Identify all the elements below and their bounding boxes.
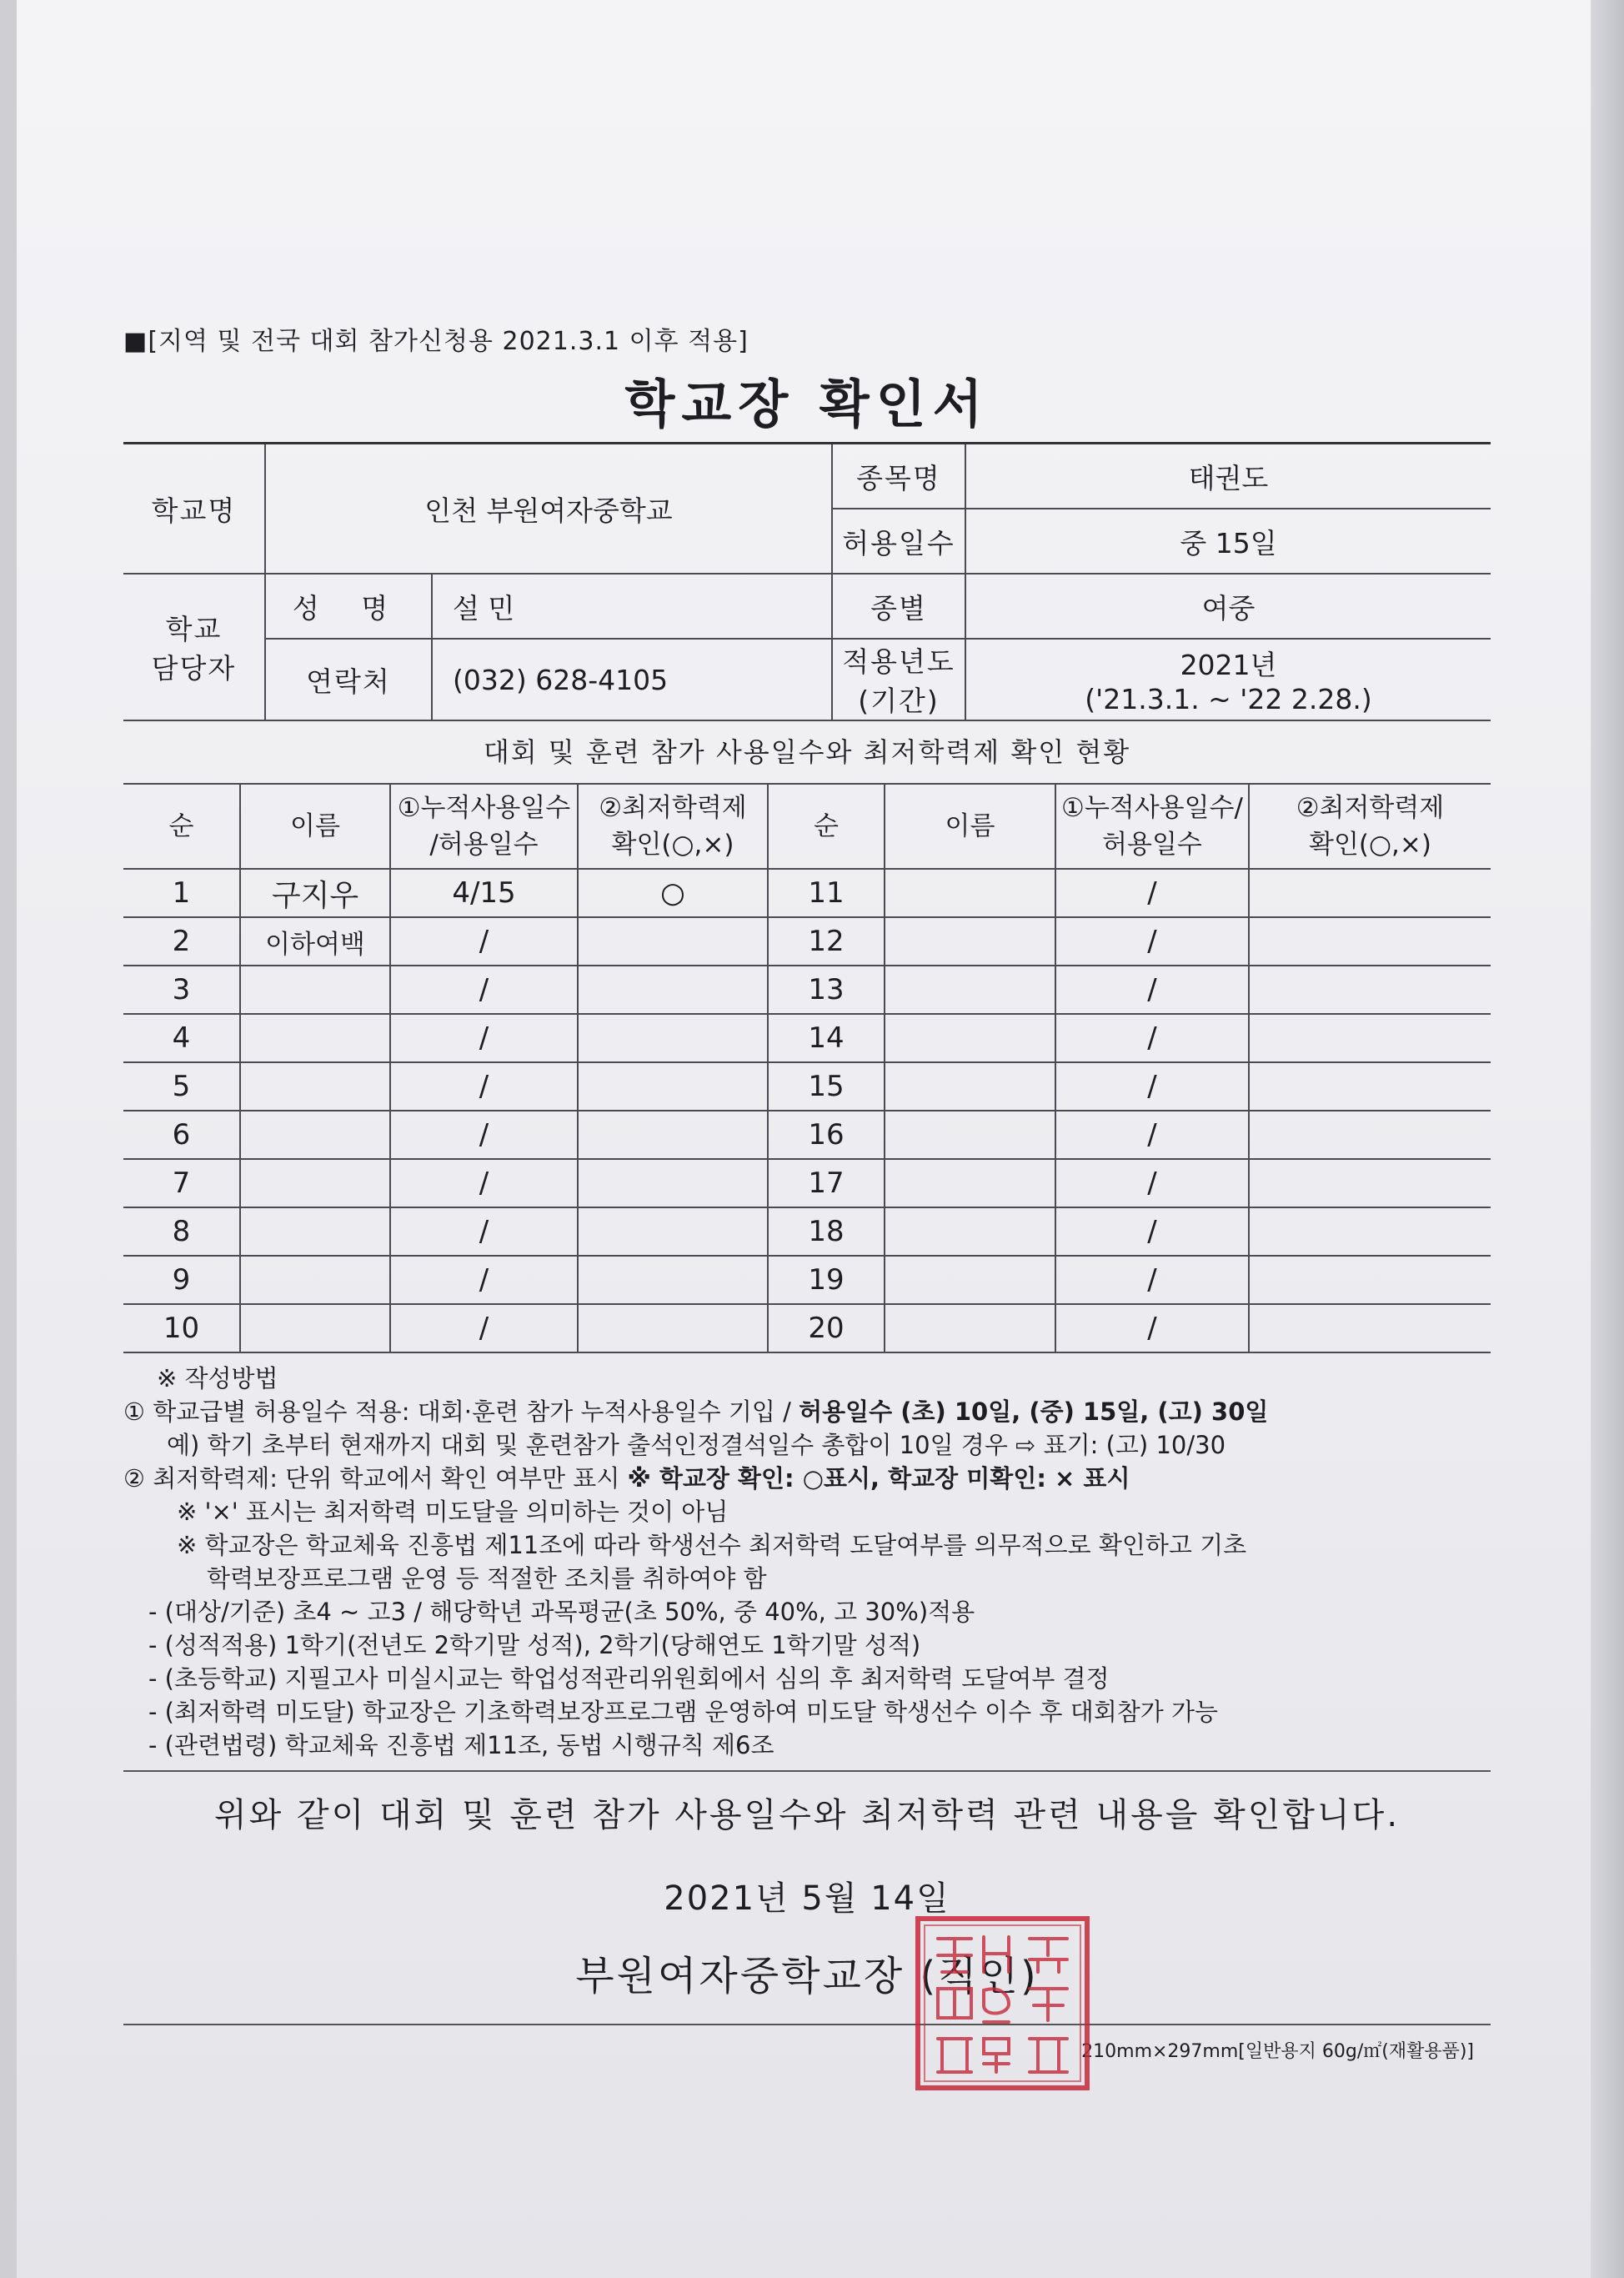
row-check bbox=[578, 1111, 768, 1159]
row-days: / bbox=[1055, 917, 1249, 966]
row-no: 16 bbox=[768, 1111, 885, 1159]
row-name bbox=[885, 1062, 1055, 1111]
detail-3: - (초등학교) 지필고사 미실시교는 학업성적관리위원회에서 심의 후 최저학력 도달여부 결정 bbox=[148, 1664, 1110, 1693]
paper-spec: 210mm×297mm[일반용지 60g/㎡(재활용품)] bbox=[1081, 2041, 1474, 2062]
row-name bbox=[885, 1304, 1055, 1352]
usage-subtitle: 대회 및 훈련 참가 사용일수와 최저학력제 확인 현황 bbox=[483, 736, 1131, 768]
table-row bbox=[123, 966, 1491, 1014]
table-row bbox=[123, 869, 1491, 917]
header-check-right-line1: ②최저학력제 bbox=[1296, 793, 1445, 823]
seal-mark: (직인) bbox=[920, 1953, 1039, 2000]
notes-heading bbox=[123, 1362, 1491, 1395]
row-name bbox=[240, 1159, 390, 1207]
manager-label bbox=[123, 574, 265, 720]
row-check bbox=[1249, 917, 1491, 966]
row-days: / bbox=[1055, 1207, 1249, 1256]
row-check bbox=[578, 1304, 768, 1352]
row-check bbox=[578, 966, 768, 1014]
notes-heading-text: ※ 작성방법 bbox=[157, 1364, 278, 1392]
row-name bbox=[240, 1111, 390, 1159]
period-text: ('21.3.1. ~ '22 2.28.) bbox=[1085, 683, 1372, 715]
row-name bbox=[885, 1111, 1055, 1159]
manager-label-line2: 담당자 bbox=[151, 652, 237, 685]
row-days: / bbox=[390, 917, 578, 966]
note-1-example: 예) 학기 초부터 현재까지 대회 및 훈련참가 출석인정결석일수 총합이 10일 경우 ⇨ 표기: (고) 10/30 bbox=[167, 1431, 1226, 1459]
signer-name: 부원여자중학교장 bbox=[575, 1953, 905, 2000]
detail-2: - (성적적용) 1학기(전년도 2학기말 성적), 2학기(당해연도 1학기말 성적) bbox=[148, 1631, 921, 1659]
name-label: 성 명 bbox=[265, 574, 432, 639]
row-days: / bbox=[390, 1304, 578, 1352]
allowed-days-value: 중 15일 bbox=[965, 509, 1491, 574]
row-no: 13 bbox=[768, 966, 885, 1014]
row-check bbox=[578, 1256, 768, 1304]
document-title: 학교장 확인서 bbox=[624, 374, 990, 434]
manager-label-line1: 학교 bbox=[165, 613, 223, 645]
header-days-left bbox=[390, 784, 578, 869]
row-days: / bbox=[390, 966, 578, 1014]
row-check bbox=[1249, 1062, 1491, 1111]
row-no: 4 bbox=[123, 1014, 240, 1062]
row-check bbox=[1249, 1111, 1491, 1159]
table-row bbox=[123, 1207, 1491, 1256]
row-days: / bbox=[390, 1207, 578, 1256]
table-row bbox=[123, 1256, 1491, 1304]
header-days-right bbox=[1055, 784, 1249, 869]
year-label-line1: 적용년도 bbox=[842, 645, 955, 678]
row-name bbox=[885, 1207, 1055, 1256]
footer-divider bbox=[123, 2024, 1491, 2062]
row-days: / bbox=[1055, 1159, 1249, 1207]
row-check bbox=[1249, 1207, 1491, 1256]
official-seal-icon bbox=[913, 1914, 1092, 2093]
note-4-cont: 학력보장프로그램 운영 등 적절한 조치를 취하여야 함 bbox=[207, 1564, 767, 1593]
note-3: ※ '×' 표시는 최저학력 미도달을 의미하는 것이 아님 bbox=[177, 1498, 729, 1526]
row-no: 2 bbox=[123, 917, 240, 966]
row-check bbox=[578, 917, 768, 966]
row-days: / bbox=[390, 1111, 578, 1159]
header-days-left-line1: ①누적사용일수 bbox=[397, 793, 571, 823]
row-check bbox=[1249, 869, 1491, 917]
form-preheader: ■[지역 및 전국 대회 참가신청용 2021.3.1 이후 적용] bbox=[123, 327, 749, 356]
row-check bbox=[578, 1207, 768, 1256]
table-row bbox=[123, 1304, 1491, 1352]
header-check-right bbox=[1249, 784, 1491, 869]
header-check-left-line1: ②최저학력제 bbox=[599, 793, 747, 823]
row-name bbox=[885, 1014, 1055, 1062]
row-no: 1 bbox=[123, 869, 240, 917]
row-days: / bbox=[390, 1256, 578, 1304]
row-no: 18 bbox=[768, 1207, 885, 1256]
row-name bbox=[885, 1159, 1055, 1207]
gender-label: 종별 bbox=[832, 574, 965, 639]
year-text: 2021년 bbox=[1180, 649, 1277, 681]
row-name bbox=[240, 1256, 390, 1304]
confirmation-statement: 위와 같이 대회 및 훈련 참가 사용일수와 최저학력 관련 내용을 확인합니다. bbox=[213, 1796, 1401, 1834]
issue-date: 2021년 5월 14일 bbox=[664, 1879, 950, 1918]
sport-label: 종목명 bbox=[832, 444, 965, 509]
table-row bbox=[123, 1111, 1491, 1159]
row-no: 15 bbox=[768, 1062, 885, 1111]
usage-table bbox=[123, 783, 1491, 1353]
note-1 bbox=[123, 1395, 1491, 1428]
table-row bbox=[123, 917, 1491, 966]
detail-1: - (대상/기준) 초4 ~ 고3 / 해당학년 과목평균(초 50%, 중 40%, 고 30%)적용 bbox=[148, 1598, 975, 1626]
table-row bbox=[123, 1062, 1491, 1111]
header-days-left-line2: /허용일수 bbox=[429, 830, 539, 860]
row-days: / bbox=[1055, 1062, 1249, 1111]
gender-value: 여중 bbox=[965, 574, 1491, 639]
header-check-left-line2: 확인(○,×) bbox=[611, 830, 734, 860]
row-name bbox=[240, 1207, 390, 1256]
school-name: 인천 부원여자중학교 bbox=[265, 444, 832, 575]
contact-value: (032) 628-4105 bbox=[432, 639, 832, 720]
row-days: / bbox=[390, 1062, 578, 1111]
row-no: 5 bbox=[123, 1062, 240, 1111]
row-no: 7 bbox=[123, 1159, 240, 1207]
row-days: / bbox=[390, 1159, 578, 1207]
row-name bbox=[885, 966, 1055, 1014]
header-check-right-line2: 확인(○,×) bbox=[1309, 830, 1431, 860]
school-label: 학교명 bbox=[123, 444, 265, 575]
paper-edge bbox=[1591, 0, 1624, 2278]
row-days: / bbox=[1055, 1111, 1249, 1159]
row-name: 이하여백 bbox=[240, 917, 390, 966]
row-no: 19 bbox=[768, 1256, 885, 1304]
note-1-text: ① 학교급별 허용일수 적용: 대회·훈련 참가 누적사용일수 기입 / bbox=[123, 1397, 799, 1426]
row-check bbox=[578, 1159, 768, 1207]
document-body bbox=[123, 317, 1491, 2062]
contact-label: 연락처 bbox=[265, 639, 432, 720]
header-check-left bbox=[578, 784, 768, 869]
row-no: 8 bbox=[123, 1207, 240, 1256]
row-check bbox=[1249, 966, 1491, 1014]
row-check bbox=[1249, 1159, 1491, 1207]
row-check bbox=[1249, 1304, 1491, 1352]
row-name bbox=[885, 869, 1055, 917]
sport-value: 태권도 bbox=[965, 444, 1491, 509]
header-name-left: 이름 bbox=[240, 784, 390, 869]
note-2-text: ② 최저학력제: 단위 학교에서 확인 여부만 표시 bbox=[123, 1464, 628, 1493]
note-2 bbox=[123, 1462, 1491, 1495]
header-no-right: 순 bbox=[768, 784, 885, 869]
header-days-right-line2: 허용일수 bbox=[1102, 830, 1202, 860]
row-days: / bbox=[390, 1014, 578, 1062]
row-days: / bbox=[1055, 1304, 1249, 1352]
manager-name: 설 민 bbox=[432, 574, 832, 639]
row-no: 11 bbox=[768, 869, 885, 917]
row-days: / bbox=[1055, 1256, 1249, 1304]
row-check bbox=[1249, 1256, 1491, 1304]
header-days-right-line1: ①누적사용일수/ bbox=[1061, 793, 1243, 823]
row-no: 14 bbox=[768, 1014, 885, 1062]
row-name bbox=[240, 966, 390, 1014]
detail-4: - (최저학력 미도달) 학교장은 기초학력보장프로그램 운영하여 미도달 학생선수 이수 후 대회참가 가능 bbox=[148, 1698, 1219, 1726]
row-check bbox=[578, 1062, 768, 1111]
header-name-right: 이름 bbox=[885, 784, 1055, 869]
year-label-line2: (기간) bbox=[858, 685, 940, 717]
row-days: 4/15 bbox=[390, 869, 578, 917]
row-name bbox=[240, 1304, 390, 1352]
row-name bbox=[885, 917, 1055, 966]
row-no: 6 bbox=[123, 1111, 240, 1159]
school-info-table bbox=[123, 442, 1491, 721]
detail-5: - (관련법령) 학교체육 진흥법 제11조, 동법 시행규칙 제6조 bbox=[148, 1731, 774, 1759]
note-4: ※ 학교장은 학교체육 진흥법 제11조에 따라 학생선수 최저학력 도달여부를 의무적으로 확인하고 기초 bbox=[177, 1531, 1247, 1559]
instructions bbox=[123, 1362, 1491, 1762]
row-days: / bbox=[1055, 1014, 1249, 1062]
row-no: 9 bbox=[123, 1256, 240, 1304]
allowed-days-label: 허용일수 bbox=[832, 509, 965, 574]
row-no: 12 bbox=[768, 917, 885, 966]
row-name bbox=[240, 1014, 390, 1062]
row-no: 17 bbox=[768, 1159, 885, 1207]
signer-line bbox=[123, 1947, 1491, 2005]
row-days: / bbox=[1055, 869, 1249, 917]
row-name: 구지우 bbox=[240, 869, 390, 917]
row-name bbox=[240, 1062, 390, 1111]
divider bbox=[123, 1770, 1491, 1772]
year-label bbox=[832, 639, 965, 720]
table-row bbox=[123, 1159, 1491, 1207]
row-no: 20 bbox=[768, 1304, 885, 1352]
row-no: 10 bbox=[123, 1304, 240, 1352]
table-row bbox=[123, 1014, 1491, 1062]
note-1-bold: 허용일수 (초) 10일, (중) 15일, (고) 30일 bbox=[799, 1397, 1269, 1426]
year-value bbox=[965, 639, 1491, 720]
note-2-bold: ※ 학교장 확인: ○표시, 학교장 미확인: × 표시 bbox=[627, 1464, 1130, 1493]
row-days: / bbox=[1055, 966, 1249, 1014]
row-no: 3 bbox=[123, 966, 240, 1014]
header-no-left: 순 bbox=[123, 784, 240, 869]
row-name bbox=[885, 1256, 1055, 1304]
row-check bbox=[1249, 1014, 1491, 1062]
row-check bbox=[578, 1014, 768, 1062]
row-check: ○ bbox=[578, 869, 768, 917]
